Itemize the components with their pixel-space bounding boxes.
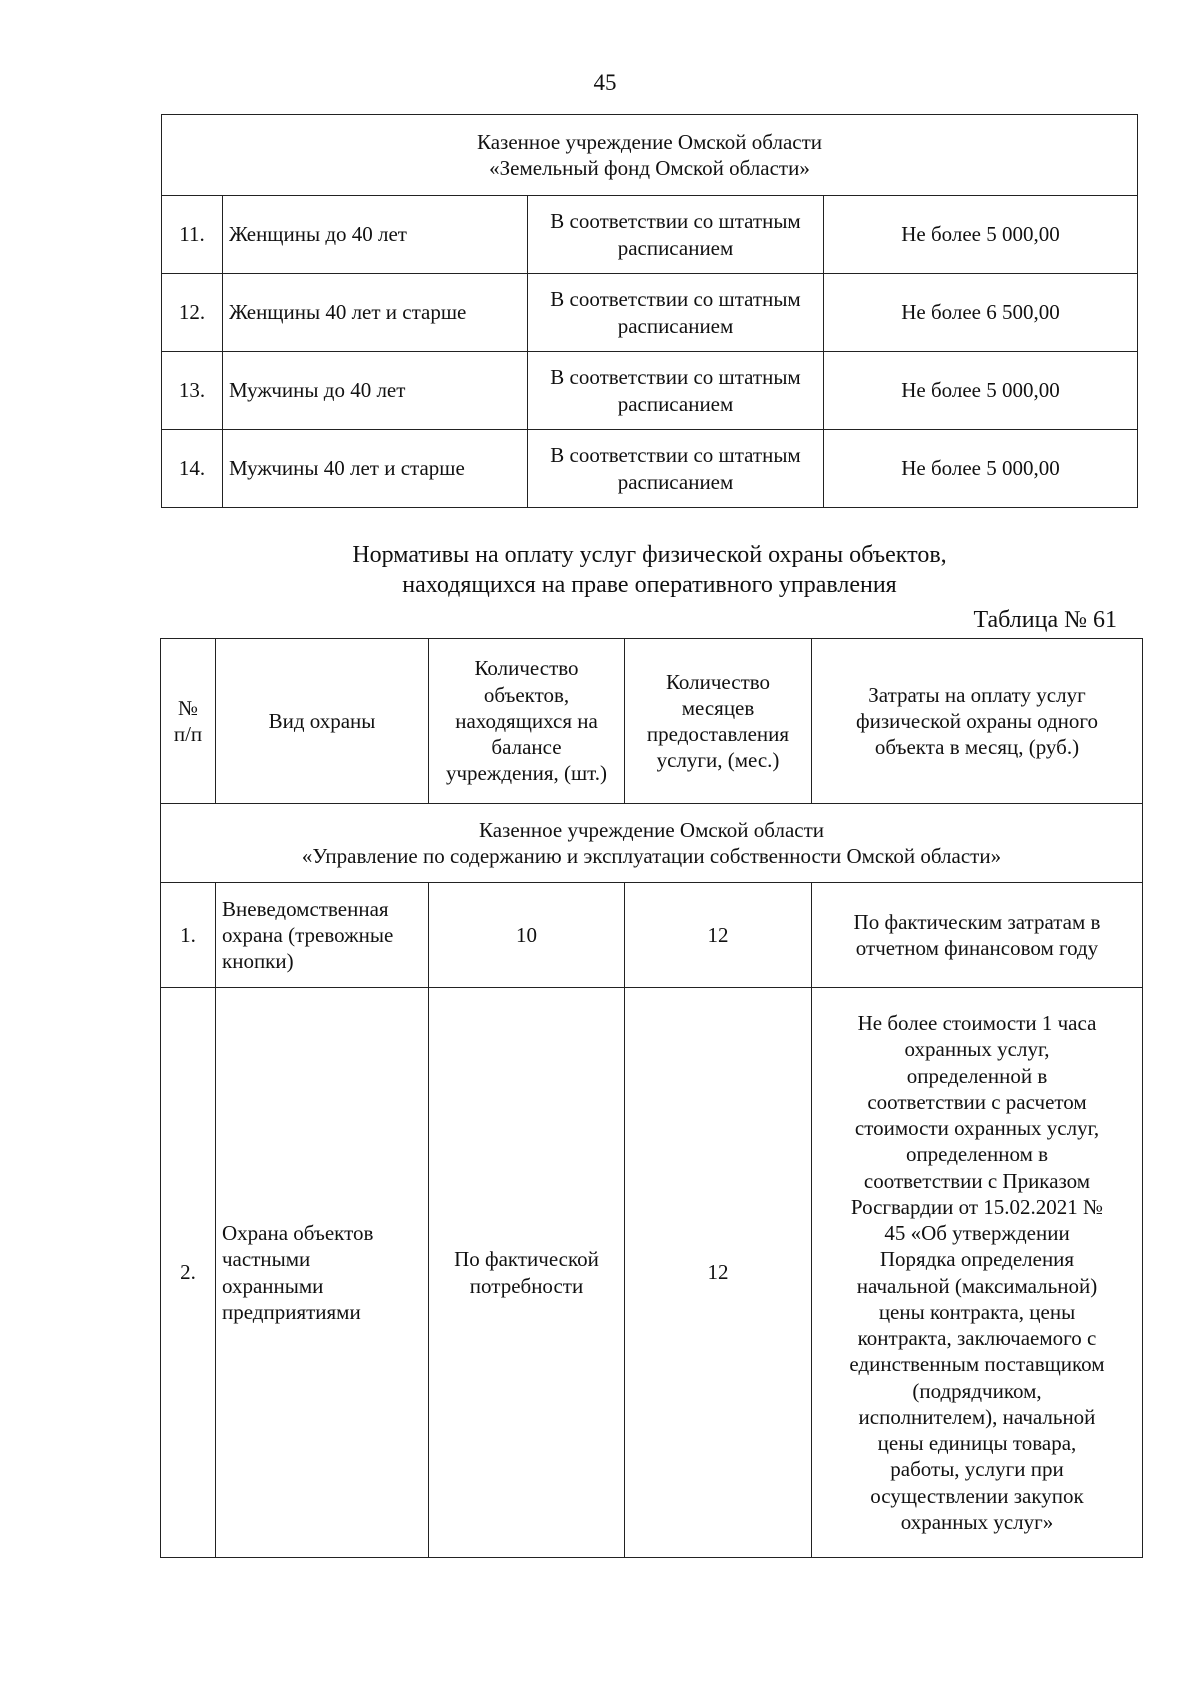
table2-section-title: Казенное учреждение Омской области «Управление по содержанию и эксплуатации собственности Омской области» — [161, 804, 1143, 883]
header-security-type: Вид охраны — [216, 639, 429, 804]
row-schedule: В соответствии со штатным расписанием — [528, 430, 824, 508]
row-cost: По фактическим затратам в отчетном финансовом году — [812, 883, 1143, 988]
row-schedule: В соответствии со штатным расписанием — [528, 274, 824, 352]
header-object-count: Количество объектов, находящихся на балансе учреждения, (шт.) — [429, 639, 625, 804]
row-limit: Не более 5 000,00 — [824, 352, 1138, 430]
row-object-count: 10 — [429, 883, 625, 988]
table-header-row — [161, 639, 1143, 804]
header-cost: Затраты на оплату услуг физической охраны одного объекта в месяц, (руб.) — [812, 639, 1143, 804]
table-row — [162, 196, 1138, 274]
row-cost: Не более стоимости 1 часа охранных услуг, определенной в соответствии с расчетом стоимости охранных услуг, определенном в соответствии с Приказом Росгвардии от 15.02.2021 № 45 «Об утверждении Порядка определения начальной (максимальной) цены контракта, цены контракта, заключаемого с единственным поставщиком (подрядчиком, исполнителем), начальной цены единицы товара, работы, услуги при осуществлении закупок охранных услуг» — [812, 988, 1143, 1558]
row-limit: Не более 6 500,00 — [824, 274, 1138, 352]
page-number: 45 — [593, 70, 617, 95]
row-object-count: По фактической потребности — [429, 988, 625, 1558]
table-row — [161, 883, 1143, 988]
row-number: 2. — [161, 988, 216, 1558]
section-heading: Нормативы на оплату услуг физической охраны объектов, находящихся на праве оперативного управления — [352, 542, 947, 598]
row-category: Женщины 40 лет и старше — [223, 274, 528, 352]
row-category: Женщины до 40 лет — [223, 196, 528, 274]
row-number: 12. — [162, 274, 223, 352]
table-row — [162, 352, 1138, 430]
row-security-type: Охрана объектов частными охранными предприятиями — [216, 988, 429, 1558]
row-category: Мужчины 40 лет и старше — [223, 430, 528, 508]
row-schedule: В соответствии со штатным расписанием — [528, 352, 824, 430]
row-months: 12 — [625, 883, 812, 988]
table-row — [162, 274, 1138, 352]
row-number: 14. — [162, 430, 223, 508]
table1-section-title: Казенное учреждение Омской области «Земельный фонд Омской области» — [162, 115, 1138, 196]
row-number: 11. — [162, 196, 223, 274]
security-costs-table — [160, 638, 1143, 1558]
header-months: Количество месяцев предоставления услуги, (мес.) — [625, 639, 812, 804]
table-label: Таблица № 61 — [973, 607, 1117, 633]
row-number: 13. — [162, 352, 223, 430]
row-schedule: В соответствии со штатным расписанием — [528, 196, 824, 274]
row-limit: Не более 5 000,00 — [824, 430, 1138, 508]
row-limit: Не более 5 000,00 — [824, 196, 1138, 274]
row-category: Мужчины до 40 лет — [223, 352, 528, 430]
staff-limits-table — [161, 114, 1138, 508]
row-security-type: Вневедомственная охрана (тревожные кнопки) — [216, 883, 429, 988]
table-row — [161, 988, 1143, 1558]
row-months: 12 — [625, 988, 812, 1558]
table-row — [162, 430, 1138, 508]
header-number: № п/п — [161, 639, 216, 804]
row-number: 1. — [161, 883, 216, 988]
